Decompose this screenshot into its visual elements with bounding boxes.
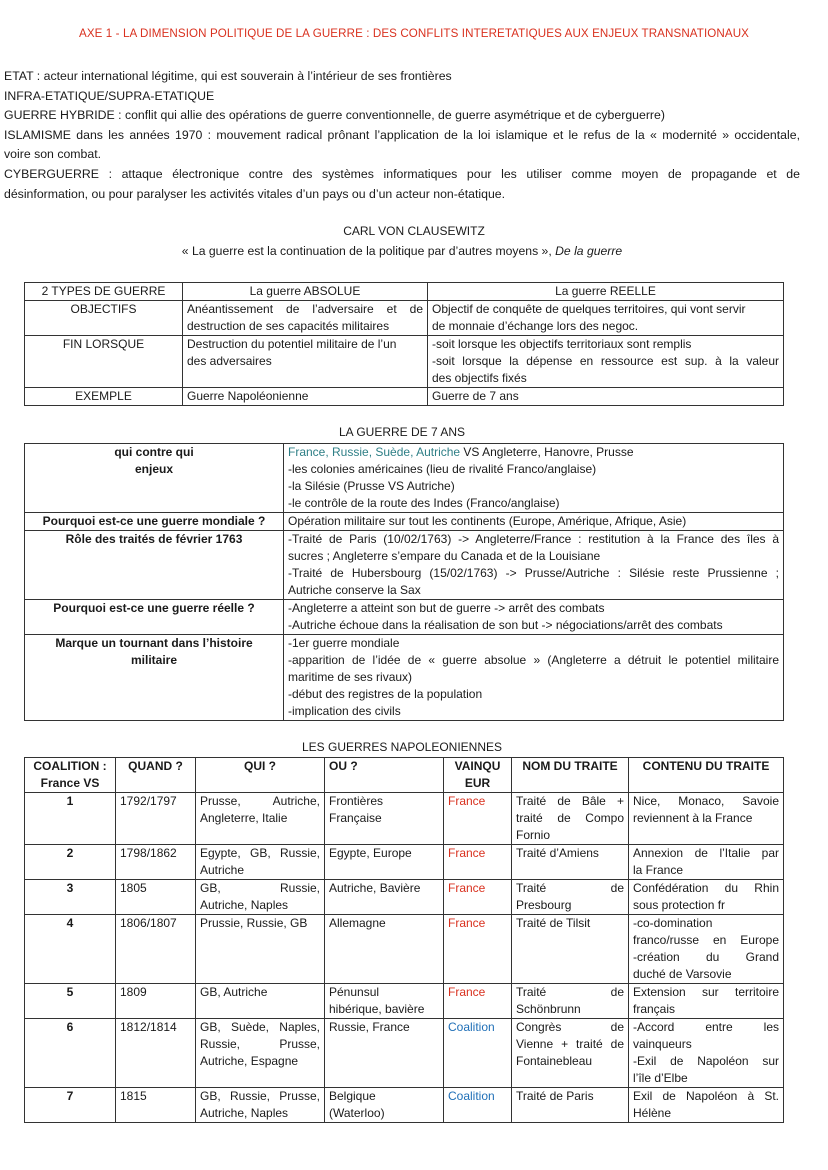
where-cell: Autriche, Bavière [325,880,444,915]
page-title: AXE 1 - LA DIMENSION POLITIQUE DE LA GUERRE : DES CONFLITS INTERETATIQUES AUX ENJEUX TRANSNATIONAUX [78,27,750,40]
header-cell: VAINQU EUR [444,758,512,793]
when-cell: 1792/1797 [116,793,196,845]
quote-source: De la guerre [555,244,623,258]
treaty-cell: Congrès de Vienne + traité de Fontainebleau [512,1019,629,1088]
row-label: OBJECTIFS [25,301,183,336]
content-cell: Annexion de l’Italie par la France [629,845,784,880]
question-cell: Marque un tournant dans l’histoire militaire [25,635,284,721]
when-cell: 1812/1814 [116,1019,196,1088]
treaty-cell: Traité de Presbourg [512,880,629,915]
seven-years-table [24,443,784,721]
header-cell: OU ? [325,758,444,793]
winner-cell: Coalition [444,1088,512,1123]
who-cell: Prusse, Autriche, Angleterre, Italie [196,793,325,845]
winner-cell: France [444,793,512,845]
question-cell: Rôle des traités de février 1763 [25,531,284,600]
header-cell: NOM DU TRAITE [512,758,629,793]
answer-cell: -Traité de Paris (10/02/1763) -> Angleterre/France : restitution à la France des îles à sucres ; Angleterre s’empare du Canada et de la Louisiane -Traité de Hubersbourg (15/02/1763) -> Prusse/Autriche : Silésie reste Prussienne ; Autriche conserve la Sax [284,531,784,600]
when-cell: 1798/1862 [116,845,196,880]
content-cell: Exil de Napoléon à St. Hélène [629,1088,784,1123]
where-cell: Pénunsul hibérique, bavière [325,984,444,1019]
answer-cell: France, Russie, Suède, Autriche VS Angleterre, Hanovre, Prusse -les colonies américaines (lieu de rivalité Franco/anglaise) -la Silésie (Prusse VS Autriche) -le contrôle de la route des Indes (Franco/anglaise) [284,444,784,513]
table-row [25,915,784,984]
table-row [25,845,784,880]
header-cell: CONTENU DU TRAITE [629,758,784,793]
table-row [25,336,784,388]
header-cell: COALITION : France VS [25,758,116,793]
where-cell: Belgique (Waterloo) [325,1088,444,1123]
header-cell: QUI ? [196,758,325,793]
winner-cell: France [444,984,512,1019]
table-row [25,444,784,513]
reelle-cell: Objectif de conquête de quelques territoires, qui vont servir de monnaie d’échange lors des negoc. [428,301,784,336]
when-cell: 1805 [116,880,196,915]
when-cell: 1815 [116,1088,196,1123]
winner-cell: France [444,915,512,984]
where-cell: Frontières Française [325,793,444,845]
question-cell: Pourquoi est-ce une guerre mondiale ? [25,513,284,531]
table-header-row [25,758,784,793]
def-islamisme-line1: ISLAMISME dans les années 1970 : mouvement radical prônant l’application de la loi islamique et le refus de la « modernité » occidentale, [4,127,800,142]
definitions [4,67,800,204]
table-row [25,388,784,406]
winner-cell: France [444,880,512,915]
table-row [25,793,784,845]
table-header-row [25,283,784,301]
who-cell: GB, Autriche [196,984,325,1019]
treaty-cell: Traité de Schönbrunn [512,984,629,1019]
header-cell: La guerre REELLE [428,283,784,301]
quote-text: « La guerre est la continuation de la politique par d’autres moyens », [181,244,552,258]
content-cell: -co-domination franco/russe en Europe -création du Grand duché de Varsovie [629,915,784,984]
table-row [25,984,784,1019]
who-cell: Egypte, GB, Russie, Autriche [196,845,325,880]
question-cell: qui contre qui enjeux [25,444,284,513]
who-cell: GB, Suède, Naples, Russie, Prusse, Autriche, Espagne [196,1019,325,1088]
napoleon-title: LES GUERRES NAPOLEONIENNES [301,740,503,754]
war-types-table [24,282,784,406]
reelle-cell: -soit lorsque les objectifs territoriaux sont remplis -soit lorsque la dépense en ressource est sup. à la valeur des objectifs fixés [428,336,784,388]
table-row [25,531,784,600]
n-cell: 5 [25,984,116,1019]
n-cell: 4 [25,915,116,984]
answer-cell: -Angleterre a atteint son but de guerre -> arrêt des combats -Autriche échoue dans la réalisation de son but -> négociations/arrêt des combats [284,600,784,635]
where-cell: Allemagne [325,915,444,984]
when-cell: 1809 [116,984,196,1019]
header-cell: 2 TYPES DE GUERRE [25,283,183,301]
content-cell: Confédération du Rhin sous protection fr [629,880,784,915]
def-islamisme-line2: voire son combat. [4,147,102,162]
table-row [25,1088,784,1123]
table-row [25,635,784,721]
clausewitz-quote [0,244,804,258]
content-cell: -Accord entre les vainqueurs -Exil de Napoléon sur l’île d’Elbe [629,1019,784,1088]
n-cell: 2 [25,845,116,880]
table-row [25,301,784,336]
where-cell: Russie, France [325,1019,444,1088]
n-cell: 7 [25,1088,116,1123]
seven-years-title: LA GUERRE DE 7 ANS [338,425,466,439]
header-cell: La guerre ABSOLUE [183,283,428,301]
reelle-cell: Guerre de 7 ans [428,388,784,406]
treaty-cell: Traité de Tilsit [512,915,629,984]
winner-cell: Coalition [444,1019,512,1088]
content-cell: Extension sur territoire français [629,984,784,1019]
absolue-cell: Guerre Napoléonienne [183,388,428,406]
absolue-cell: Destruction du potentiel militaire de l’un des adversaires [183,336,428,388]
who-cell: GB, Russie, Autriche, Naples [196,880,325,915]
table-row [25,1019,784,1088]
question-cell: Pourquoi est-ce une guerre réelle ? [25,600,284,635]
n-cell: 1 [25,793,116,845]
def-guerre-hybride: GUERRE HYBRIDE : conflit qui allie des opérations de guerre conventionnelle, de guerre asymétrique et de cyberguerre) [4,108,665,123]
winner-cell: France [444,845,512,880]
absolue-cell: Anéantissement de l’adversaire et de destruction de ses capacités militaires [183,301,428,336]
table-row [25,513,784,531]
treaty-cell: Traité de Paris [512,1088,629,1123]
def-cyberguerre-line2: désinformation, ou pour paralyser les activités vitales d’un pays ou d’un acteur non-étatique. [4,186,506,201]
content-cell: Nice, Monaco, Savoie reviennent à la France [629,793,784,845]
treaty-cell: Traité de Bâle + traité de Compo Fornio [512,793,629,845]
where-cell: Egypte, Europe [325,845,444,880]
who-cell: GB, Russie, Prusse, Autriche, Naples [196,1088,325,1123]
def-etat: ETAT : acteur international légitime, qui est souverain à l’intérieur de ses frontières [4,69,452,83]
table-row [25,600,784,635]
treaty-cell: Traité d’Amiens [512,845,629,880]
answer-cell: Opération militaire sur tout les continents (Europe, Amérique, Afrique, Asie) [284,513,784,531]
n-cell: 6 [25,1019,116,1088]
def-cyberguerre-line1: CYBERGUERRE : attaque électronique contre des systèmes informatiques pour les utiliser comme moyen de propagande et de [4,166,800,181]
row-label: EXEMPLE [25,388,183,406]
answer-cell: -1er guerre mondiale -apparition de l’idée de « guerre absolue » (Angleterre a détruit le potentiel militaire maritime de ses rivaux) -début des registres de la population -implication des civils [284,635,784,721]
table-row [25,880,784,915]
n-cell: 3 [25,880,116,915]
who-cell: Prussie, Russie, GB [196,915,325,984]
clausewitz-name: CARL VON CLAUSEWITZ [343,224,485,238]
row-label: FIN LORSQUE [25,336,183,388]
header-cell: QUAND ? [116,758,196,793]
when-cell: 1806/1807 [116,915,196,984]
def-infra-supra: INFRA-ETATIQUE/SUPRA-ETATIQUE [4,88,215,103]
napoleon-wars-table [24,757,784,1123]
